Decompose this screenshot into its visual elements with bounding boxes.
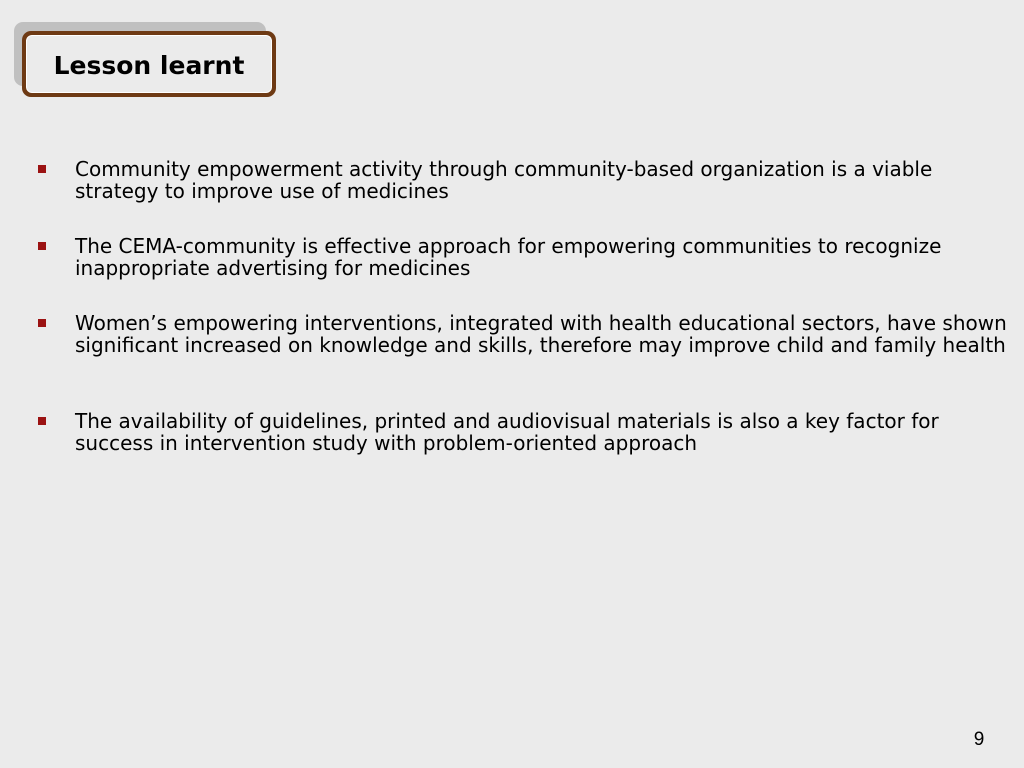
square-bullet-icon xyxy=(38,417,46,425)
bullet-item xyxy=(75,235,1020,279)
bullet-item xyxy=(75,312,1020,356)
square-bullet-icon xyxy=(38,319,46,327)
square-bullet-icon xyxy=(38,242,46,250)
slide-title: Lesson learnt xyxy=(53,50,245,80)
bullet-text: Community empowerment activity through community-based organization is a viable strategy to improve use of medicines xyxy=(75,157,933,203)
bullet-text: The CEMA-community is effective approach for empowering communities to recognize inappropriate advertising for medicines xyxy=(75,234,942,280)
title-box-inner xyxy=(26,35,272,93)
page-number: 9 xyxy=(973,729,985,750)
bullet-item xyxy=(75,410,1020,454)
title-box xyxy=(22,31,276,97)
square-bullet-icon xyxy=(38,165,46,173)
bullet-text: Women’s empowering interventions, integrated with health educational sectors, have shown significant increased on knowledge and skills, therefore may improve child and family health xyxy=(75,311,1007,357)
bullet-item xyxy=(75,158,1020,202)
bullet-text: The availability of guidelines, printed and audiovisual materials is also a key factor for success in intervention study with problem-oriented approach xyxy=(75,409,939,455)
